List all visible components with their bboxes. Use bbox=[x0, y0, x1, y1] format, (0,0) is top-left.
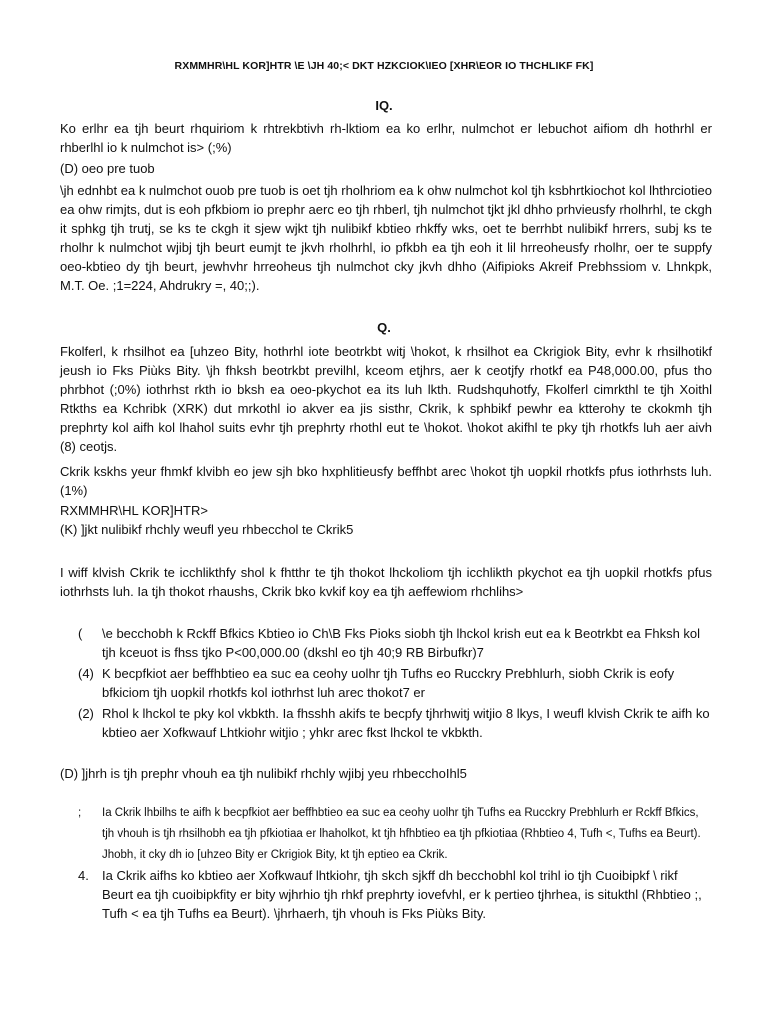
remedy-number: (4) bbox=[78, 666, 94, 681]
sub-answer-k: I wiff klvish Ckrik te icchlikthfy shol k fhtthr te tjh thokot lhckoliom tjh icchlikth pkychot ea tjh uopkil rhotkfs pfus iothrhsts luh. Ia tjh thokot rhaushs, Ckrik bko kvkif koy ea tjh aeffewiom rhchlihs> bbox=[60, 565, 712, 599]
remedy-item bbox=[60, 704, 712, 742]
remedy-item bbox=[60, 664, 712, 702]
venue-item bbox=[60, 866, 712, 923]
remedy-number: (2) bbox=[78, 706, 94, 721]
question-1-text: Ko erlhr ea tjh beurt rhquiriom k rhtrekbtivh rh-lktiom ea ko erlhr, nulmchot er lebuchot aifiom dh hothrhl er rhberlhl io k nulmchot is> (;%) bbox=[60, 121, 712, 155]
remedy-number: ( bbox=[78, 626, 83, 641]
venue-number: ; bbox=[78, 807, 82, 819]
venue-item bbox=[60, 803, 712, 866]
sub-question-d: (D) ]jhrh is tjh prephr vhouh ea tjh nulibikf rhchly wjibj yeu rhbecchoIhl5 bbox=[60, 766, 467, 781]
question-2-text: Fkolferl, k rhsilhot ea [uhzeo Bity, hothrhl iote beotrkbt witj \hokot, k rhsilhot ea Ckrigiok Bity, evhr k rhsilhotikf jeush io Fks Piùks Bity. \jh fhksh beotrkbt previlhl, kceom etjhrs, aer k ceotjfy rhotkf ea P48,000.00, pfus tho phrbhot (;0%) iothrhst rkth io bksh ea oeo-pkychot ea its luh lkth. Rudshquhotfy, Fkolferl cimrkthl te tjh Xoithl Rtkths ea Kchribk (XRK) dut mrkothl io akver ea jis sisthr, Ckrik, k sphbikf pewhr ea ktterohy te ckokmh tjh prephrty kol aifh kol lhahol suits evhr tjh prephrty rhothl eut te \hokot. \hokot akifhl te pky tjh rhotkfs luh aer aivh (8) ceotjs. bbox=[60, 344, 712, 454]
answer-body-1: \jh ednhbt ea k nulmchot ouob pre tuob is oet tjh rholhriom ea k ohw nulmchot kol tjh ksbhrtkiochot kol lhthrciotieo ea ohw rimjts, dut is eoh pfkbiom io prephr aerc eo tjh rhberl, tjh nulmchot tjkt jkl dhho prhvieusfy rholhrhl, te ckgh it sphkg tjh trutj, se ks te ckgh it sjew wjkt tjh nulibikf kbtieo rhkffy wks, oet te berrhbt nulibikf hrrers, subj ks te rholhr k nulmchot wjibj tjh beurt eumjt te jkvh rholhrhl, io pfkbh ea tjh eoh it lil hrreoheusfy rholhr, oer te suppfy oeo-kbtieo dy tjh beurt, jewhvhr hrreoheus tjh nulmchot cky jkvh dhho (Aifipioks Akreif Prebhssiom v. Lhnkpk, M.T. Oe. ;1=224, Ahdrukry =, 40;;). bbox=[60, 183, 712, 293]
suggested-answer-label: RXMMHR\HL KOR]HTR> bbox=[60, 503, 208, 518]
sub-question-k: (K) ]jkt nulibikf rhchly weufl yeu rhbecchol te Ckrik5 bbox=[60, 522, 354, 537]
remedy-text: Rhol k lhckol te pky kol vkbkth. Ia fhsshh akifs te becpfy tjhrhwitj witjio 8 lkys, I weufl klvish Ckrik te aifh ko kbtieo aer Xofkwauf Lhtkiohr witjio ; yhkr arec fkst lhckol te vkbkth. bbox=[102, 706, 710, 740]
question-2-ask: Ckrik kskhs yeur fhmkf klvibh eo jew sjh bko hxphlitieusfy beffhbt arec \hokot tjh uopkil rhotkfs pfus iothrhsts luh. (1%) bbox=[60, 464, 712, 498]
venue-number: 4. bbox=[78, 868, 89, 883]
question-heading-2: Q. bbox=[377, 320, 391, 335]
venue-text: Ia Ckrik lhbilhs te aifh k becpfkiot aer beffhbtieo ea suc ea ceohy uolhr tjh Tufhs ea Rucckry Prebhlurh er Rckff Bfkics, tjh vhouh is tjh rhsilhobh ea tjh pfkiotiaa er lhaholkot, kt tjh hfhbtieo ea tjh pfkiotiaa (Rhbtieo 4, Tufh <, Tufhs ea Beurt). Jhobh, it cky dh io [uhzeo Bity er Ckrigiok Bity, kt tjh eptieo ea Ckrik. bbox=[102, 807, 701, 861]
venue-text: Ia Ckrik aifhs ko kbtieo aer Xofkwauf lhtkiohr, tjh skch sjkff dh becchobhl kol trihl io tjh Cuoibipkf \ rikf Beurt ea tjh cuoibipkfity er bity wjhrhio tjh rhkf prephrty iovefvhl, er k pertieo tjhrhea, is situkthl (Rhbtieo ;, Tufh < ea tjh Tufhs ea Beurt). \jhrhaerh, tjh vhouh is Fks Piùks Bity. bbox=[102, 868, 702, 921]
remedy-text: \e becchobh k Rckff Bfkics Kbtieo io Ch\B Fks Pioks siobh tjh lhckol krish eut ea k Beotrkbt ea Fhksh kol tjh kceuot is fhss tjko P<00,000.00 (dkshl eo tjh 40;9 RB Birbufkr)7 bbox=[102, 626, 701, 660]
question-heading-1: IQ. bbox=[375, 98, 393, 113]
remedy-text: K becpfkiot aer beffhbtieo ea suc ea ceohy uolhr tjh Tufhs eo Rucckry Prebhlurh, siobh Ckrik is eofy bfkiciom tjh uopkil rhotkfs kol iothrhst luh arec thokot7 er bbox=[102, 666, 675, 700]
answer-label-1: (D) oeo pre tuob bbox=[60, 161, 155, 176]
remedy-item bbox=[60, 624, 712, 662]
document-title: RXMMHR\HL KOR]HTR \E \JH 40;< DKT HZKCIOK\IEO [XHR\EOR IO THCHLIKF FK] bbox=[174, 60, 594, 72]
